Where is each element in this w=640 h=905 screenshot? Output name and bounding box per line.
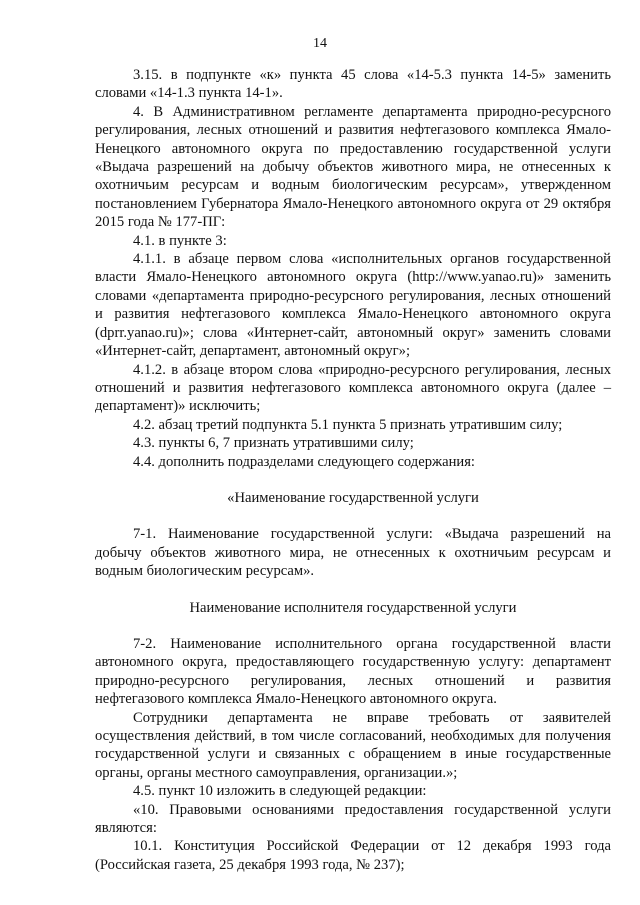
spacer — [95, 581, 611, 599]
document-body — [95, 66, 611, 874]
page-number: 14 — [313, 36, 327, 51]
spacer — [95, 507, 611, 525]
paragraph-4: 4. В Административном регламенте департамента природно-ресурсного регулирования, лесных отношений и развития нефтегазового комплекса Ямало-Ненецкого автономного округа по предоставлению государственной услуги «Выдача разрешений на добычу объектов животного мира, не отнесенных к охотничьим ресурсам и водным биологическим ресурсам», утвержденном постановлением Губернатора Ямало-Ненецкого автономного округа от 29 октября 2015 года № 177-ПГ: — [95, 103, 611, 231]
paragraph-4-5: 4.5. пункт 10 изложить в следующей редакции: — [133, 783, 427, 800]
spacer — [95, 471, 611, 489]
paragraph-7-1: 7-1. Наименование государственной услуги: «Выдача разрешений на добычу объектов животного мира, не отнесенных к охотничьим ресурсам и водным биологическим ресурсам». — [95, 526, 611, 580]
section-heading-service-name: «Наименование государственной услуги — [227, 489, 479, 506]
section-heading-service-executor: Наименование исполнителя государственной услуги — [189, 599, 517, 616]
paragraph-4-1-2: 4.1.2. в абзаце втором слова «природно-ресурсного регулирования, лесных отношений и развития нефтегазового комплекса автономного округа (далее – департамент)» исключить; — [95, 361, 611, 415]
paragraph-10: «10. Правовыми основаниями предоставления государственной услуги являются: — [95, 801, 611, 837]
paragraph-4-1-1: 4.1.1. в абзаце первом слова «исполнительных органов государственной власти Ямало-Ненецкого автономного округа (http://www.yanao.ru)» заменить словами «департамента природно-ресурсного регулирования, лесных отношений и развития нефтегазового комплекса Ямало-Ненецкого автономного округа (dprr.yanao.ru)»; слова «Интернет-сайт, автономный округ» заменить словами «Интернет-сайт, департамент, автономный округ»; — [95, 251, 611, 360]
paragraph-4-1: 4.1. в пункте 3: — [133, 232, 227, 249]
paragraph-staff: Сотрудники департамента не вправе требовать от заявителей осуществления действий, в том числе согласований, необходимых для получения государственной услуги и связанных с обращением в иные государственные органы, органы местного самоуправления, организации.»; — [95, 709, 611, 781]
paragraph-10-1: 10.1. Конституция Российской Федерации от 12 декабря 1993 года (Российская газета, 25 декабря 1993 года, № 237); — [95, 838, 611, 873]
paragraph-4-3: 4.3. пункты 6, 7 признать утратившими силу; — [133, 435, 414, 452]
spacer — [95, 617, 611, 635]
paragraph-4-4: 4.4. дополнить подразделами следующего содержания: — [133, 453, 475, 470]
paragraph-4-2: 4.2. абзац третий подпункта 5.1 пункта 5 признать утратившим силу; — [133, 416, 563, 433]
paragraph-3-15: 3.15. в подпункте «к» пункта 45 слова «14-5.3 пункта 14-5» заменить словами «14-1.3 пункта 14-1». — [95, 67, 611, 102]
paragraph-7-2: 7-2. Наименование исполнительного органа государственной власти автономного округа, предоставляющего государственную услугу: департамент природно-ресурсного регулирования, лесных отношений и развития нефтегазового комплекса Ямало-Ненецкого автономного округа. — [95, 635, 611, 708]
